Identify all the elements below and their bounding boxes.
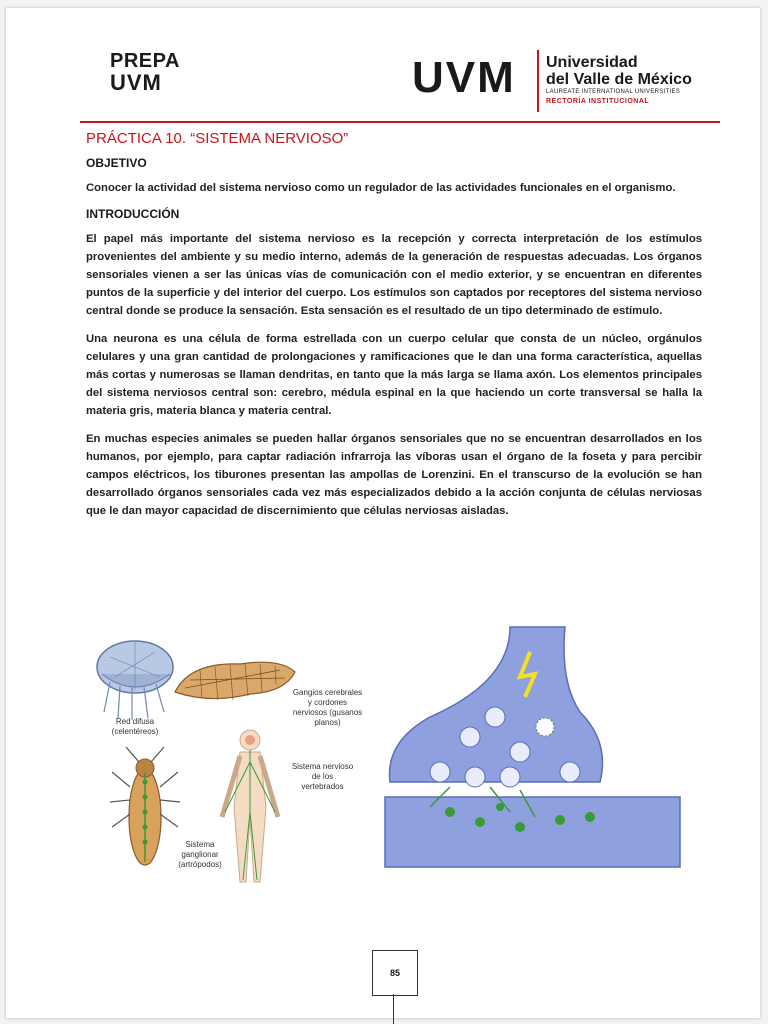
page-number: 85 <box>389 968 400 978</box>
flatworm-illustration <box>175 662 295 700</box>
brand-rectoria: RECTORÍA INSTITUCIONAL <box>546 98 650 105</box>
introduction-heading: INTRODUCCIÓN <box>86 207 180 221</box>
logo-prepa-text: PREPA <box>110 50 180 72</box>
intro-paragraph-3: En muchas especies animales se pueden hallar órganos sensoriales que no se encuentran desarrollados en los humanos, por ejemplo, para captar radiación infrarroja las víboras usan el órgano de la foseta y para percibir campos eléctricos, los tiburones presentan las ampollas de Lorenzini. En el transcurso de la evolución se han desarrollado órganos sensoriales cada vez más especializados debido a la acción conjunta de células nerviosas que le dan mayor capacidad de discernimiento que células nerviosas aisladas. <box>86 433 702 517</box>
label-vertebrados: Sistema nervioso de los vertebrados <box>291 762 354 791</box>
label-gusanos-planos: Gangios cerebrales y cordones nerviosos (gusanos planos) <box>292 688 363 727</box>
intro-paragraph-2: Una neurona es una célula de forma estrellada con un cuerpo celular que consta de un núcleo, orgánulos celulares y una gran cantidad de prolongaciones y ramificaciones que le dan una forma característica, aquellas más cortas y numerosas se llaman dendritas, en tanto que la más larga se llama axón. Los elementos principales del sistema nerviosos central son: cerebro, médula espinal en la que haciendo un corte transversal se halla la materia gris, materia blanca y materia central. <box>86 333 702 417</box>
label-artropodos: Sistema ganglionar (artrópodos) <box>178 840 222 869</box>
intro-paragraph-1: El papel más importante del sistema nervioso es la recepción y correcta interpretación de los estímulos provenientes del ambiente y su medio interno, además de la generación de respuestas adecuadas. Los órganos sensoriales vienen a ser las únicas vías de comunicación con el medio exterior, y se encuentran en diferentes puntos de la superficie y del interior del cuerpo. Los estímulos son captados por receptores del sistema nervioso central donde se produce la sensación. Esta sensación es el resultado de un tipo determinado de estímulo. <box>86 233 702 317</box>
objective-heading: OBJETIVO <box>86 156 147 170</box>
header-rule <box>80 121 720 123</box>
page-number-box <box>372 950 418 996</box>
brand-universidad: Universidad <box>546 54 638 71</box>
brand-divider <box>537 50 539 112</box>
university-brand <box>546 54 716 107</box>
objective-text: Conocer la actividad del sistema nervioso como un regulador de las actividades funcionales en el organismo. <box>86 182 676 194</box>
logo-uvm-text: UVM <box>110 70 162 95</box>
label-red-difusa: Red difusa (celentéreos) <box>111 717 159 736</box>
uvm-logo: UVM <box>412 53 516 102</box>
nervous-systems-figure <box>90 622 690 892</box>
jellyfish-illustration <box>97 641 173 720</box>
brand-laureate: LAUREATE INTERNATIONAL UNIVERSITIES <box>546 89 681 95</box>
prepa-uvm-logo <box>110 50 200 94</box>
practice-title: PRÁCTICA 10. “SISTEMA NERVIOSO” <box>86 130 349 147</box>
document-content <box>86 130 702 530</box>
brand-del-valle: del Valle de México <box>546 71 692 88</box>
page-number-line <box>393 994 394 1024</box>
synapse-illustration <box>385 627 680 867</box>
